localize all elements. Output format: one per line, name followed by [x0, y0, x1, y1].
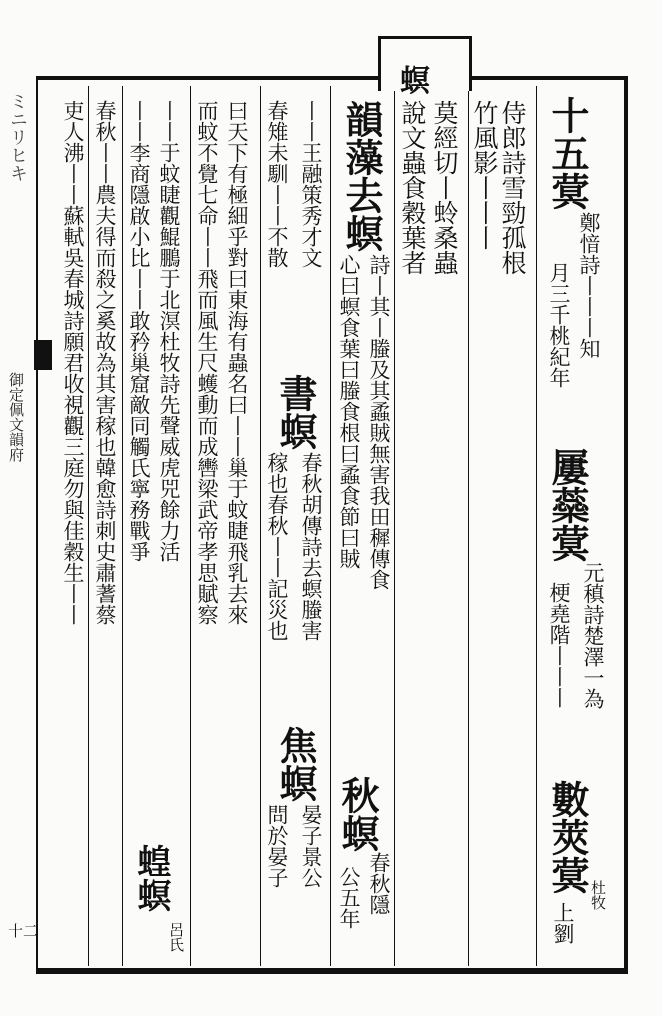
- heading-term: 蝗螟: [131, 844, 171, 912]
- column-divider: [468, 86, 469, 966]
- column-divider: [190, 86, 191, 966]
- body-text: 竹風影丨丨丨: [470, 100, 499, 250]
- citation-text: 吏人沸丨丨蘇軾吳春城詩願君收視觀三庭勿與佳穀生丨丨: [61, 100, 85, 625]
- citation-text: 春秋隱: [367, 852, 391, 915]
- citation-text: 稼也春秋丨丨記災也: [265, 452, 289, 641]
- citation-text: 丨丨李商隱啟小比丨丨敢矜巢窟敵同觸氏寧務戰爭: [127, 100, 151, 562]
- citation-text: 丨丨于蚊睫觀鯤鵬于北溟杜牧詩先聲威虎兕餘力活: [157, 100, 181, 562]
- citation-text: 公五年: [337, 866, 361, 929]
- heading-term: 屢蘂蓂: [545, 448, 590, 562]
- heading-term: 焦螟: [273, 726, 318, 802]
- column-divider: [394, 86, 395, 966]
- book-title: 御定佩文韻府: [7, 372, 25, 462]
- column-divider: [330, 86, 331, 966]
- edge-marks: ミニリヒキ: [7, 92, 28, 182]
- citation-text: 月三千桃紀年: [547, 262, 571, 388]
- citation-text: 詩丨其丨螣及其蟊賊無害我田穉傳食: [367, 254, 391, 590]
- pronunciation-text: 莫經切丨蛉桑蟲: [430, 100, 459, 275]
- citation-text: 元稹詩楚澤一為: [581, 562, 605, 709]
- citation-text: 心曰螟食葉曰螣食根曰蟊食節曰賊: [337, 254, 361, 569]
- page-number: 十二: [8, 922, 39, 940]
- heading-term: 十五蓂: [545, 96, 590, 210]
- citation-text: 春雉未馴丨丨不散: [265, 100, 289, 268]
- citation-text: 晏子景公: [299, 804, 323, 888]
- column-divider: [260, 86, 261, 966]
- definition-text: 說文蟲食穀葉者: [398, 100, 427, 275]
- citation-text: 杜牧: [589, 880, 607, 910]
- page-title-char: 螟: [400, 64, 430, 99]
- left-border-line: [36, 76, 38, 974]
- heading-term: 秋螟: [335, 776, 380, 852]
- citation-text: 丨丨王融策秀才文: [299, 100, 323, 268]
- column-divider: [88, 86, 89, 966]
- citation-text: 春秋丨丨農夫得而殺之奚故為其害稼也韓愈詩刺史肅蓍蔡: [93, 100, 117, 625]
- heading-term: 書螟: [273, 374, 318, 450]
- top-border-line-right: [466, 76, 628, 80]
- citation-text: 上劉: [551, 902, 575, 944]
- heading-term: 韻藻去螟: [339, 100, 384, 252]
- column-divider: [536, 86, 537, 966]
- right-border-line: [624, 76, 628, 974]
- citation-text: 鄭愔詩丨丨丨知: [577, 212, 601, 359]
- column-divider: [122, 86, 123, 966]
- citation-text: 問於晏子: [265, 804, 289, 888]
- top-border-line: [36, 76, 380, 80]
- citation-text: 梗堯階丨丨丨: [547, 582, 571, 708]
- citation-text: 呂氏: [167, 922, 185, 952]
- heading-term: 數莢蓂: [545, 780, 590, 894]
- body-text: 侍郎詩雪勁孤根: [498, 100, 527, 275]
- citation-text: 而蚊不覺七命丨丨飛而風生尺蠖動而成轡梁武帝孝思賦察: [195, 100, 219, 625]
- citation-text: 曰天下有極細乎對曰東海有蟲名曰丨丨巢于蚊睫飛乳去來: [225, 100, 249, 625]
- citation-text: 春秋胡傳詩去螟螣害: [299, 452, 323, 641]
- bottom-border-line: [36, 968, 628, 974]
- sidebar-black-block: [34, 340, 52, 370]
